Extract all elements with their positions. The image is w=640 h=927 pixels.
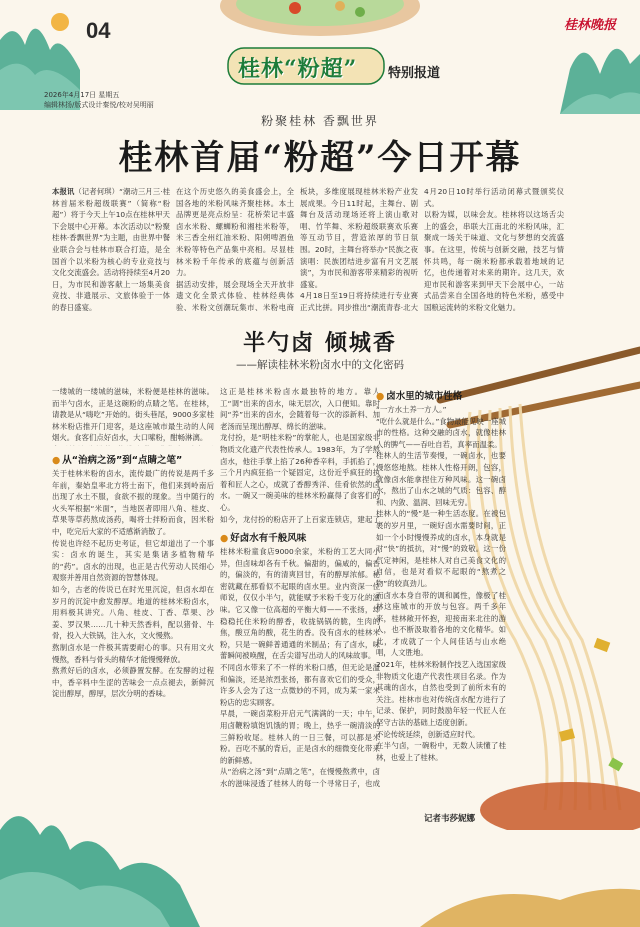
paper-name: 桂林晚报 [563, 18, 616, 33]
story1-kicker: 粉聚桂林 香飘世界 [261, 114, 379, 128]
reporter-byline: 记者韦莎妮娜 [424, 814, 476, 824]
story1-column-3: 板块，多维度展现桂林米粉产业发展成果。今日11时起，主舞台、剧舞台及活动现场还将上演山歌对唱、竹竿舞、米粉超级联赛欢乐赛等互动节目，营造浓厚的节日氛围。20时，主舞台将举办“民族之夜演唱：民族团结进步富有月文艺展演”，为市民和游客带来精彩的视听盛宴。 4月18日至19日将持续进行专业赛正式比拼。同步推出“潮流青春·北大 [300, 187, 418, 312]
story2-section-heading-2: ● 好卤水有千般风味 [220, 530, 306, 544]
story2-section-heading-1: ● 从“治病之汤”到“点睛之笔” [52, 452, 182, 466]
editor-line: 编辑林扬/版式设计秦悦/校对吴明丽 [44, 101, 154, 109]
story2-kicker: ——解读桂林米粉卤水中的文化密码 [236, 359, 404, 371]
story2-intro: 一缕城的一缕城的滋味，米粉便是桂林的滋味。而半勺卤水，正是这碗粉的点睛之笔。在桂林，请教是从“嗨吃”开始的。街头巷尾，9000多家桂林米粉店推开门迎客，是这座城市最生动的人间烟火。食客们点好卤水，大口嗦粉，酣畅淋漓。 [52, 387, 214, 443]
story1-column-2: 在这个历史悠久的美食盛会上，全国各地的米粉风味齐聚桂林。本土品牌更是亮点纷呈：花桥荣记丰盛卤水米粉、螺蛳粉和湘桂米粉等，米三香全州红油米粉、阳朔啤酒鱼米粉等特色产品集中亮相。尽显桂林米粉千年传承的底蕴与创新活力。 据活动安排，展会现场全天开放非遗文化全景式体验、桂林经典体验、米粉文创潮玩集市、米粉电商 [176, 187, 294, 312]
story2-column-3: “一方水土养一方人。” “吃什么就是什么。”食物最能见映一座城市的性格。这种交融的卤水，就像桂林人的脾气——吞吐自若，真率而温柔。 桂林人的生活节奏慢，一碗卤水，也要慢悠悠地熬。桂林人性格开朗，包容，就像卤水能拿捏住万种风味。这一碗卤水，熬出了山水之城的气质：包容、醇和、内敛、温润、回味无穷。 桂林人的“慢”是一种生活态度。在被包裹的岁月里，一碗好卤水需要时间，正如一个小时慢慢养成的卤水，本身就是对“快”的抵抗，对“慢”的致敬。这一份气定神闲，是桂林人对自己美食文化的自信，也是对看似不起眼的“熬煮之物”的较真劲儿。 而卤水本身自带的调和属性，像极了桂林这座城市的开放与包容。两千多年来，桂林敞开怀抱，迎接南来北往的游人，也不断汲取着各地的文化精华。如此，才成就了一个人间佳话与山水绝唱，人文胜地。 2021年，桂林米粉制作技艺入选国家级非物质文化遗产代表性项目名录。作为其魂的卤水，自然也受到了前所未有的关注。桂林市也对传统卤水配方进行了记录、保护，同时鼓励年轻一代匠人在坚守古法的基础上适度创新。 不论传统延续，创新适应时代。 在半勺卤，一碗粉中，无数人读懂了桂林，也爱上了桂林。 [376, 405, 506, 762]
story2-column-1: 关于桂林米粉的卤水，流传最广的传说是两千多年前，秦始皇率北方将士南下，他们来到岭南后出现了水土不服，食欲不振的现象。当中随行的火头军根据“米面”，当地医者即用八角、桂皮、草果等草药熬成汤药，喝将士拌粉而食，因米粉中，吃完后大家的不适感渐消散了。 传说也许经不起历史考证，但它却道出了一个事实：卤水的诞生，其实是集诸多植物精华的“药”。卤水的出现，也正是古代劳动人民细心观察并善用自然资源的智慧体现。 如今，古老的传说已在时光里沉淀，但卤水却在岁月的沉淀中愈发醇厚。地道的桂林米粉卤水，用料极其讲究。八角、桂皮、丁香、草果、沙姜、罗汉果……几十种天然香料，配以猪骨、牛骨，投入大铁锅，注入水，文火慢熬。 熬制卤水是一件极其需要耐心的事。只有用文火慢熬，香料与骨头的精华才能慢慢释放。 熬煮好后的卤水，必须静置发酵。在发酵的过程中，香辛料中生涩的苦味会一点点褪去，新鲜沉淀出醇厚，醇厚，层次分明的香味。 [52, 469, 214, 699]
date-line: 2026年4月17日 星期五 [44, 91, 120, 99]
story1-column-4: 4月20日10时举行活动闭幕式暨颁奖仪式。 以粉为媒，以味会友。桂林将以这场舌尖上的盛会，串联大江南北的米粉风味，汇聚成一场关于味道、文化与梦想的交流盛事。在这里，传统与创新交融，技艺与情怀共鸣，每一碗米粉都承载着地域的记忆，也传递着对未来的期许。这几天，欢迎市民和游客来到甲天下会展中心，一站式品尝来自全国各地的特色米粉，感受中国粮运流转的米粉文化魅力。 [424, 187, 564, 312]
story1-text: “潮动三月三·桂林首届米粉超级联赛”（简称“粉超”）将于今天上午10点在桂林甲天下会展中心开幕。本次活动以“粉聚桂林·香飘世界”为主题，由世界中餐业联合会与桂林市联合打造，是全国首个以米粉为核心的专业竞技与文化交流盛会。活动将持续至4月20日，为市民和游客献上一场集美食竞技、非遗展示、文旅体验于一体的春日盛宴。 [52, 187, 170, 312]
section-title: 桂林“粉超” [238, 56, 358, 82]
story1-column-1 [52, 186, 170, 314]
lead-reporter: （记者何琪） [74, 187, 120, 196]
story2-section-heading-3: ● 卤水里的城市性格 [376, 388, 462, 402]
section-tag: 特别报道 [388, 66, 441, 81]
page-number: 04 [86, 18, 111, 43]
story1-headline: 桂林首届“粉超”今日开幕 [118, 138, 522, 178]
noodle-bowl-illustration [210, 0, 430, 46]
story2-headline: 半勺卤 倾城香 [243, 330, 397, 356]
story2-column-2b: 桂林米粉童食店9000余家，米粉的工艺大同小异，但卤味却各有千秋。偏甜的，偏咸的，偏香的，偏淡的，有的清爽回甘，有的醇厚浓郁。秘密就藏在那看似不起眼的卤水里。业内资深一位师说，仅仅小半勺，就能赋予米粉千变万化的滋味。它又像一位高超的平衡大师——不张扬，却稳稳托住米粉的醇香，收拢锅锅的脆，生肉的焦，酸豆角的酸，花生的香。没有卤水的桂林米粉，只是一碗鲜普通通的米制品；有了卤水，味蕾瞬间被唤醒，在舌尖谱写出动人的风味故事。 不同卤水带来了不一样的米粉口感，但无论是温和偏淡，还是浓烈张扬，都有喜欢它们的受众，许多人会为了这一点微妙的不同，成为某一家米粉店的忠实顾客。 早晨，一碗卤菜粉开启元气满满的一天；中午，用卤鞭粉填饱饥饿的胃；晚上，热乎一碗清淡的三鲜粉收尾。桂林人的一日三餐，可以都是米粉。百吃不腻的背后，正是卤水的细微变化带来的新鲜感。 从“治病之汤”到“点睛之笔”，在慢慢熬煮中，卤水的滋味浸透了桂林人的每一个寻常日子，也成 [220, 547, 380, 788]
lead-label: 本报讯 [52, 187, 75, 196]
story2-column-2a: 这正是桂林米粉卤水最独特的地方。靠人工“调”出来的卤水，味无层次，入口便知。靠时间“养”出来的卤水，会随着每一次的添新料、加老汤而呈现出醇厚、绵长的滋味。 龙付扮，是“明桂米粉”的掌舵人，也是国家级非物质文化遗产代表性传承人。1983年，为了学熬卤水，他往手掌上掐了26种香辛料，手抓掐了，三个月内疯狂掐一个疑固定，这份近乎疯狂的执着和匠人之心，成就了香醇秀洋、佳肴依然的卤水。一碗又一碗美味的桂林米粉赢得了食客们的心。 如今，龙付扮的粉店开了上百家连锁店，建起了 [220, 387, 380, 524]
